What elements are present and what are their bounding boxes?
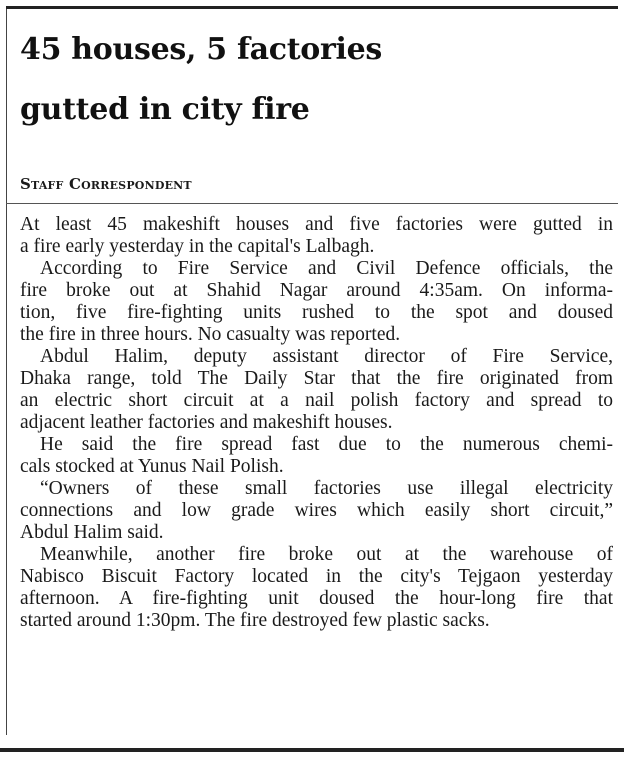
article-line: At least 45 makeshift houses and five factories were gutted in xyxy=(20,214,613,235)
article-line: According to Fire Service and Civil Defence officials, the xyxy=(40,258,613,279)
article-line: Abdul Halim said. xyxy=(20,522,164,543)
article-line: tion, five fire-fighting units rushed to the spot and doused xyxy=(20,302,613,323)
article-line: connections and low grade wires which easily short circuit,” xyxy=(20,500,613,521)
top-rule xyxy=(6,6,618,9)
headline xyxy=(20,20,620,140)
headline-line-1: 45 houses, 5 factories xyxy=(20,32,382,67)
article-line: a fire early yesterday in the capital's Lalbagh. xyxy=(20,236,375,257)
article-line: Abdul Halim, deputy assistant director of Fire Service, xyxy=(40,346,613,367)
byline-rule xyxy=(6,203,618,204)
headline-line-2: gutted in city fire xyxy=(20,92,310,127)
article-line: afternoon. A fire-fighting unit doused the hour-long fire that xyxy=(20,588,613,609)
article-line: “Owners of these small factories use illegal electricity xyxy=(40,478,613,499)
bottom-rule xyxy=(0,748,624,752)
article-body xyxy=(20,214,613,632)
article-line: He said the fire spread fast due to the numerous chemi- xyxy=(40,434,613,455)
byline: Staff Correspondent xyxy=(20,175,192,193)
article-line: adjacent leather factories and makeshift houses. xyxy=(20,412,393,433)
article-line: an electric short circuit at a nail polish factory and spread to xyxy=(20,390,613,411)
article-line: the fire in three hours. No casualty was reported. xyxy=(20,324,401,345)
article-line: Dhaka range, told The Daily Star that the fire originated from xyxy=(20,368,613,389)
article-line: started around 1:30pm. The fire destroyed few plastic sacks. xyxy=(20,610,490,631)
left-column-rule xyxy=(6,9,7,735)
article-line: cals stocked at Yunus Nail Polish. xyxy=(20,456,284,477)
article-line: Meanwhile, another fire broke out at the warehouse of xyxy=(40,544,613,565)
article-line: fire broke out at Shahid Nagar around 4:35am. On informa- xyxy=(20,280,613,301)
article-line: Nabisco Biscuit Factory located in the city's Tejgaon yesterday xyxy=(20,566,613,587)
